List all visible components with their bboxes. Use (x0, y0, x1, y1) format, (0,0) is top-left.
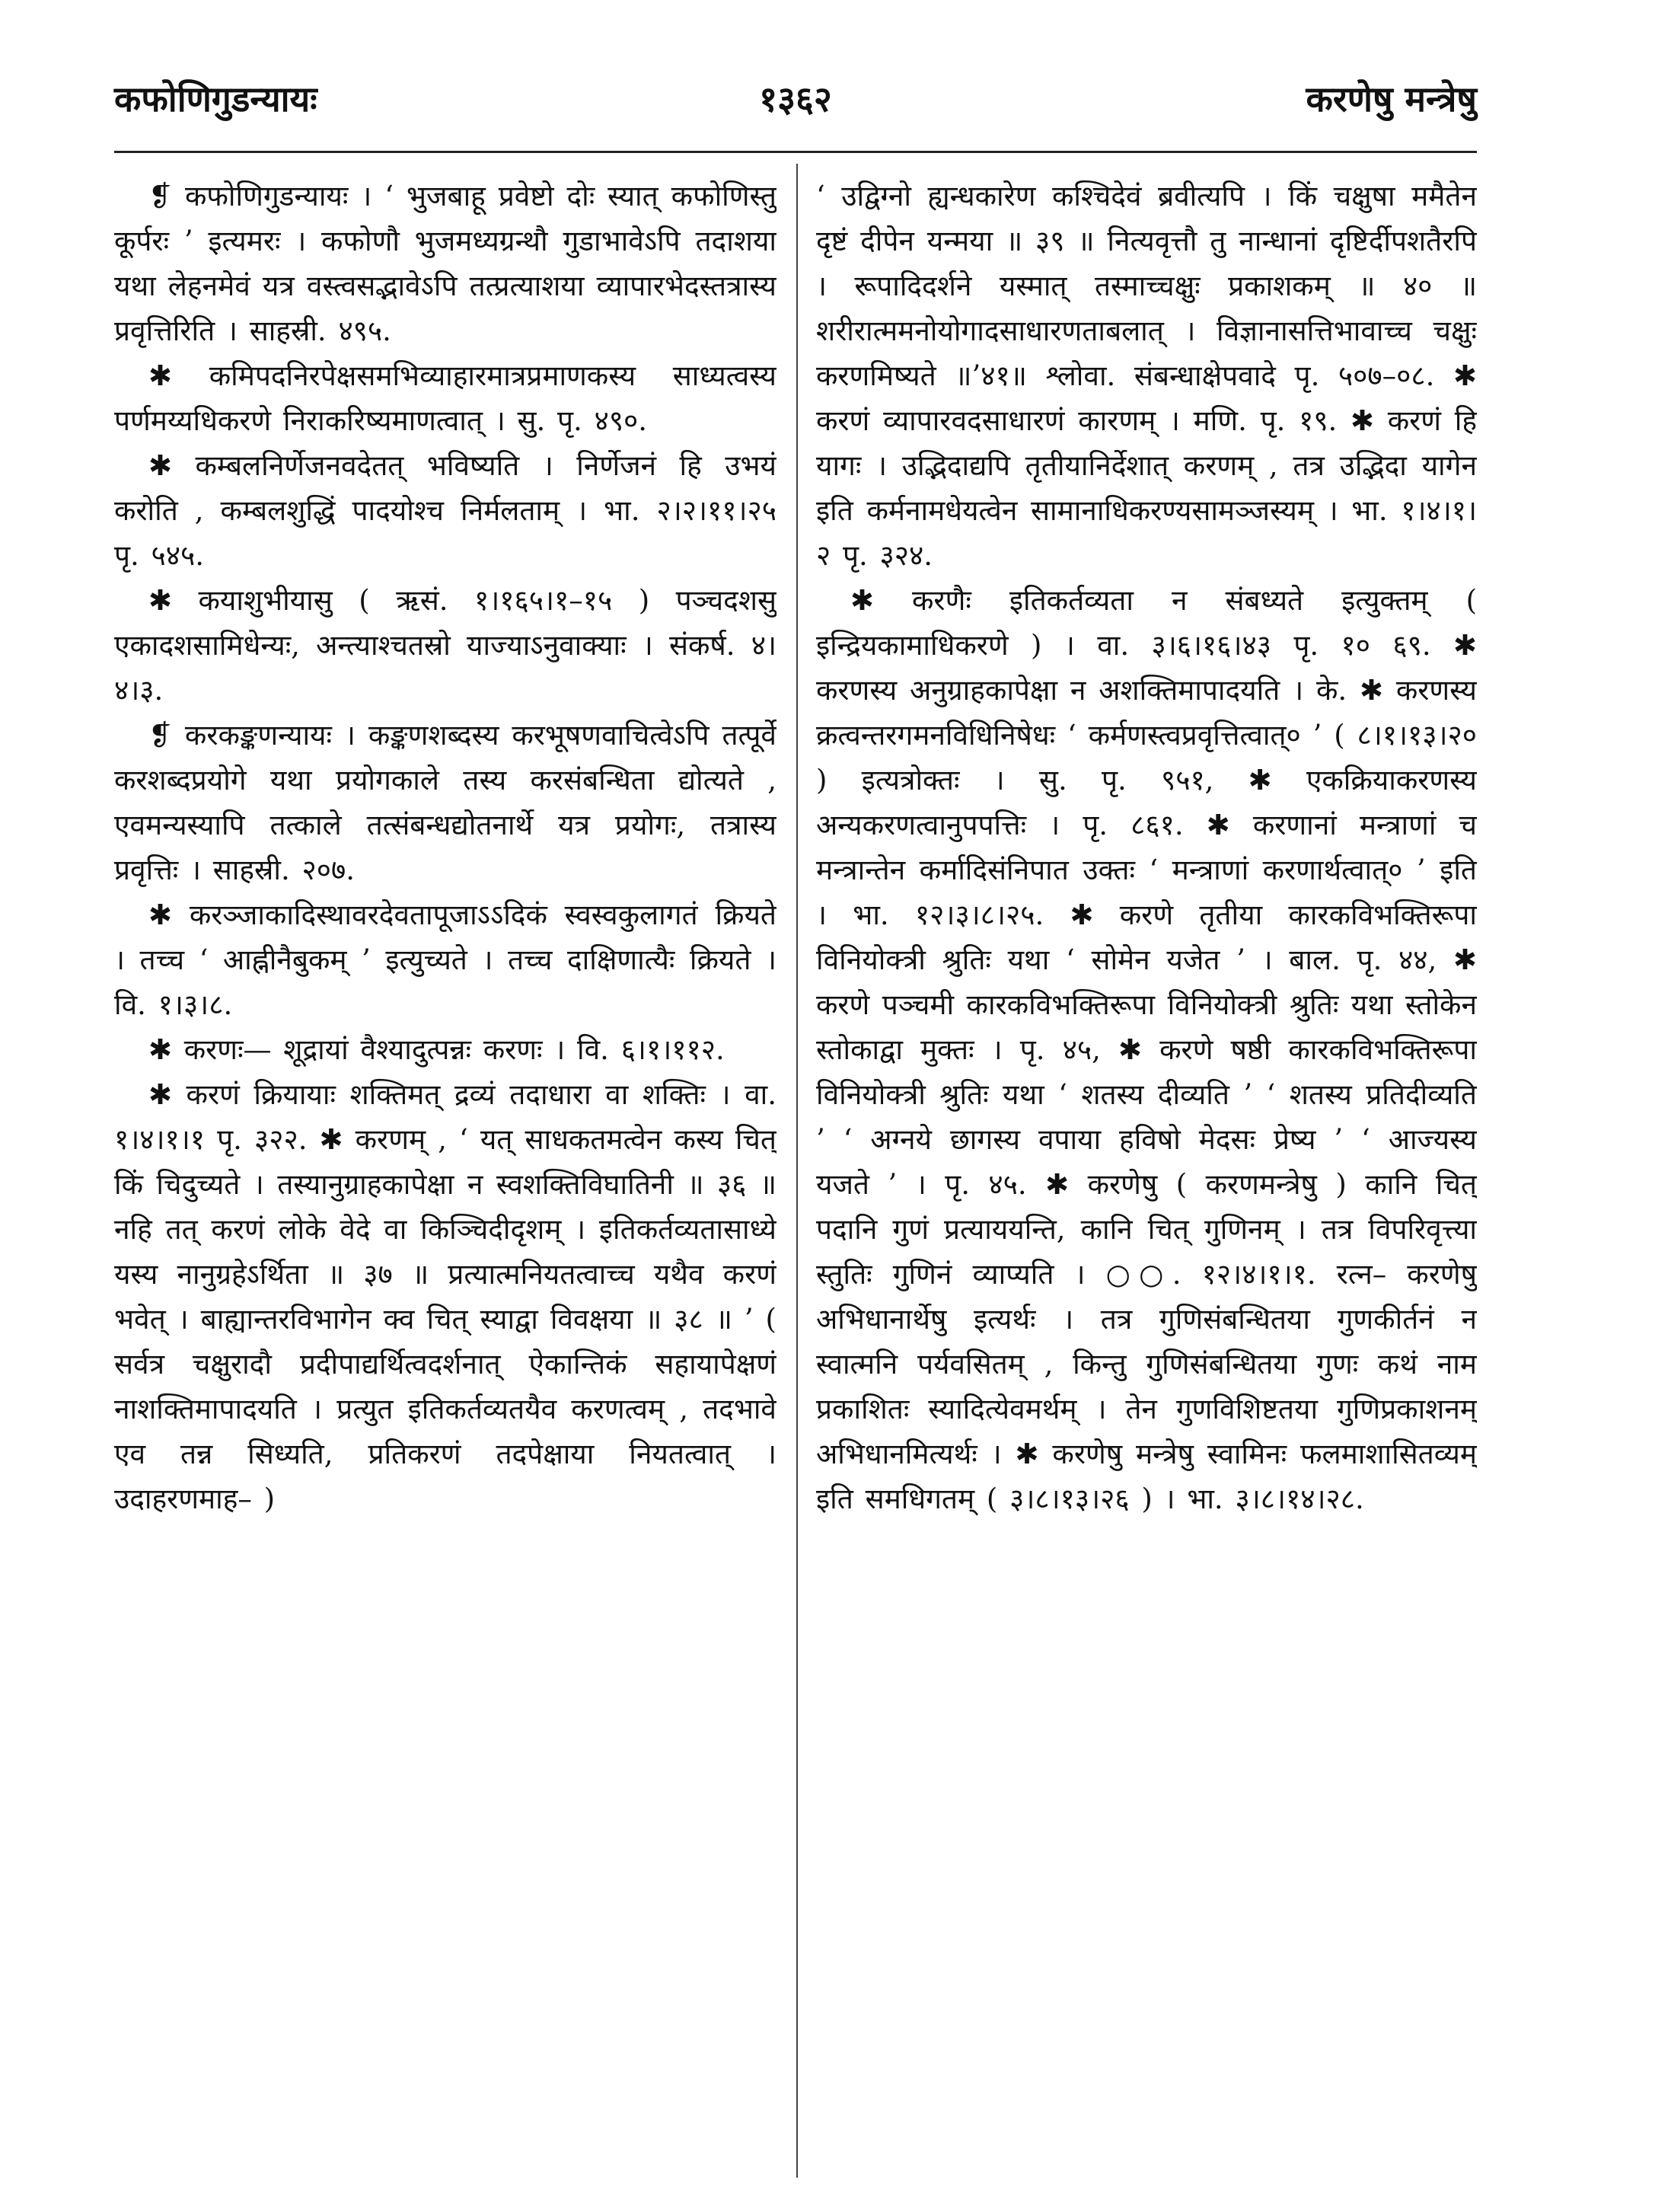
entry-kambalanirnejana: ✱ कम्बलनिर्णेजनवदेतत् भविष्यति । निर्णेजनं हि उभयं करोति , कम्बलशुद्धिं पादयोश्च निर्मलताम् । भा. २।२।११।२५ पृ. ५४५. (114, 449, 777, 572)
page-number: १३६२ (759, 78, 832, 120)
entry-kaphonigudanyaya: ❡ कफोणिगुडन्यायः । ‘ भुजबाहू प्रवेष्टो दोः स्यात् कफोणिस्तु कूर्परः ’ इत्यमरः । कफोणौ भुजमध्यग्रन्थौ गुडाभावेऽपि तदाशया यथा लेहनमेवं यत्र वस्त्वसद्भावेऽपि तत्प्रत्याशया व्यापारभेदस्तत्रास्य प्रवृत्तिरिति । साहस्री. ४९५. (114, 180, 777, 347)
entry-kamipada: ✱ कमिपदनिरपेक्षसमभिव्याहारमात्रप्रमाणकस्य साध्यत्वस्य पर्णमय्यधिकरणे निराकरिष्यमाणत्वात् । सु. पृ. ४९०. (114, 359, 777, 437)
entry-karanam: ✱ करणं क्रियायाः शक्तिमत् द्रव्यं तदाधारा वा शक्तिः । वा. १।४।१।१ पृ. ३२२. ✱ करणम् , ‘ यत् साधकतमत्वेन कस्य चित् किं चिदुच्यते । तस्यानुग्राहकापेक्षा न स्वशक्तिविघातिनी ॥ ३६ ॥ नहि तत् करणं लोके वेदे वा किञ्चिदीदृशम् । इतिकर्तव्यतासाध्ये यस्य नानुग्रहेऽर्थिता ॥ ३७ ॥ प्रत्यात्मनियतत्वाच्च यथैव करणं भवेत् । बाह्यान्तरविभागेन क्व चित् स्याद्वा विवक्षया ॥ ३८ ॥ ’ ( सर्वत्र चक्षुरादौ प्रदीपाद्यर्थित्वदर्शनात् ऐकान्तिकं सहायापेक्षणं नाशक्तिमापादयति । प्रत्युत इतिकर्तव्यतयैव करणत्वम् , तदभावे एव तन्न सिध्यति, प्रतिकरणं तदपेक्षाया नियतत्वात् । उदाहरणमाह– ) (114, 1078, 777, 1515)
entry-karanaih: ✱ करणैः इतिकर्तव्यता न संबध्यते इत्युक्तम् ( इन्द्रियकामाधिकरणे ) । वा. ३।६।१६।४३ पृ. १० ६९. ✱ करणस्य अनुग्राहकापेक्षा न अशक्तिमापादयति । के. ✱ करणस्य क्रत्वन्तरगमनविधिनिषेधः ‘ कर्मणस्त्वप्रवृत्तित्वात्० ’ ( ८।१।१३।२० ) इत्यत्रोक्तः । सु. पृ. ९५१, ✱ एकक्रियाकरणस्य अन्यकरणत्वानुपपत्तिः । पृ. ८६१. ✱ करणानां मन्त्राणां च मन्त्रान्तेन कर्मादिसंनिपात उक्तः ‘ मन्त्राणां करणार्थत्वात्० ’ इति । भा. १२।३।८।२५. ✱ करणे तृतीया कारकविभक्तिरूपा विनियोक्त्री श्रुतिः यथा ‘ सोमेन यजेत ’ । बाल. पृ. ४४, ✱ करणे पञ्चमी कारकविभक्तिरूपा विनियोक्त्री श्रुतिः यथा स्तोकेन स्तोकाद्वा मुक्तः । पृ. ४५, ✱ करणे षष्ठी कारकविभक्तिरूपा विनियोक्त्री श्रुतिः यथा ‘ शतस्य दीव्यति ’ ‘ शतस्य प्रतिदीव्यति ’ ‘ अग्नये छागस्य वपाया हविषो मेदसः प्रेष्य ’ ‘ आज्यस्य यजते ’ । पृ. ४५. ✱ करणेषु ( करणमन्त्रेषु ) कानि चित् पदानि गुणं प्रत्याययन्ति, कानि चित् गुणिनम् । तत्र विपरिवृत्त्या स्तुतिः गुणिनं व्याप्यति । ○○. १२।४।१।१. रत्न– करणेषु अभिधानार्थेषु इत्यर्थः । तत्र गुणिसंबन्धितया गुणकीर्तनं न स्वात्मनि पर्यवसितम् , किन्तु गुणिसंबन्धितया गुणः कथं नाम प्रकाशितः स्यादित्येवमर्थम् । तेन गुणविशिष्टतया गुणिप्रकाशनम् अभिधानमित्यर्थः । ✱ करणेषु मन्त्रेषु स्वामिनः फलमाशासितव्यम् इति समधिगतम् ( ३।८।१३।२६ ) । भा. ३।८।१४।२८. (816, 584, 1477, 1515)
entry-karanjaka: ✱ करञ्जाकादिस्थावरदेवतापूजाऽऽदिकं स्वस्वकुलागतं क्रियते । तच्च ‘ आह्नीनैबुकम् ’ इत्युच्यते । तच्च दाक्षिणात्यैः क्रियते । वि. १।३।८. (114, 899, 777, 1021)
page-header (114, 72, 1477, 141)
left-column (114, 174, 777, 2176)
header-rule (114, 151, 1477, 153)
entry-karakankananyaya: ❡ करकङ्कणन्यायः । कङ्कणशब्दस्य करभूषणवाचित्वेऽपि तत्पूर्वे करशब्दप्रयोगे यथा प्रयोगकाले तस्य करसंबन्धिता द्योत्यते , एवमन्यस्यापि तत्काले तत्संबन्धद्योतनार्थे यत्र प्रयोगः, तत्रास्य प्रवृत्तिः । साहस्री. २०७. (114, 719, 777, 886)
entry-karanam-continued: ‘ उद्विग्नो ह्यन्धकारेण कश्चिदेवं ब्रवीत्यपि । किं चक्षुषा ममैतेन दृष्टं दीपेन यन्मया ॥ ३९ ॥ नित्यवृत्तौ तु नान्धानां दृष्टिर्दीपशतैरपि । रूपादिदर्शने यस्मात् तस्माच्चक्षुः प्रकाशकम् ॥ ४० ॥ शरीरात्ममनोयोगादसाधारणताबलात् । विज्ञानासत्तिभावाच्च चक्षुः करणमिष्यते ॥’४१॥ श्लोवा. संबन्धाक्षेपवादे पृ. ५०७–०८. ✱ करणं व्यापारवदसाधारणं कारणम् । मणि. पृ. १९. ✱ करणं हि यागः । उद्भिदाद्यपि तृतीयानिर्देशात् करणम् , तत्र उद्भिदा यागेन इति कर्मनामधेयत्वेन सामानाधिकरण्यसामञ्जस्यम् । भा. १।४।१।२ पृ. ३२४. (816, 180, 1477, 572)
entry-karanah: ✱ करणः— शूद्रायां वैश्यादुत्पन्नः करणः । वि. ६।१।११२. (148, 1033, 725, 1066)
right-column (816, 174, 1477, 2176)
header-right-title: करणेषु मन्त्रेषु (1306, 78, 1477, 120)
header-left-title: कफोणिगुडन्यायः (114, 78, 317, 120)
column-divider (796, 164, 798, 2178)
entry-kayashubhiyasu: ✱ कयाशुभीयासु ( ऋसं. १।१६५।१–१५ ) पञ्चदशसु एकादशसामिधेन्यः, अन्त्याश्चतस्रो याज्याऽनुवाक्याः । संकर्ष. ४।४।३. (114, 584, 777, 707)
